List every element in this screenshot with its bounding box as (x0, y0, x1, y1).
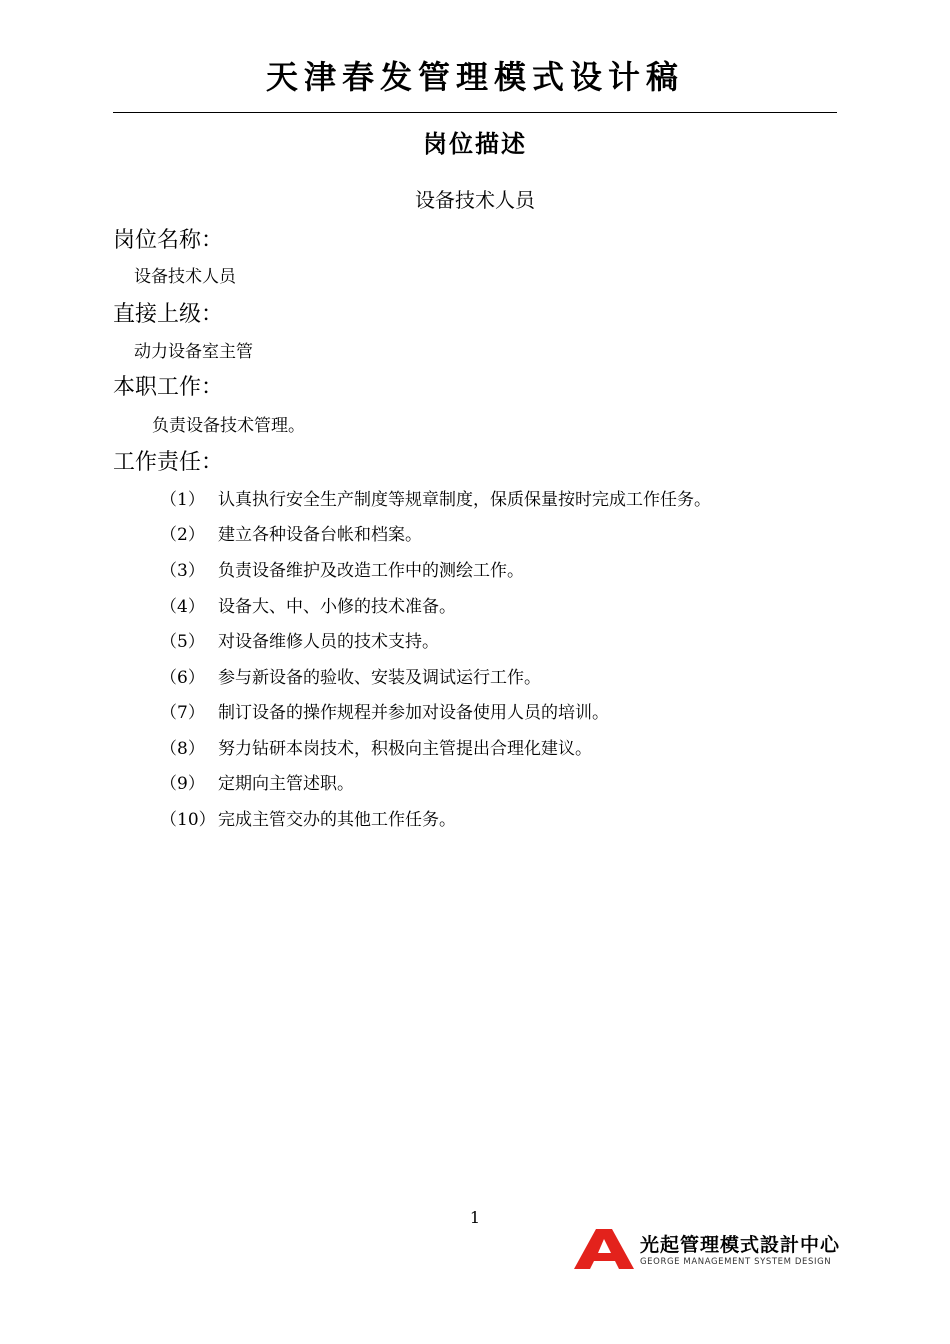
duty-text: 认真执行安全生产制度等规章制度，保质保量按时完成工作任务。 (218, 490, 711, 510)
section-heading-responsibilities: 工作责任： (113, 450, 224, 475)
duty-item (160, 592, 456, 617)
duty-text: 定期向主管述职。 (218, 774, 354, 794)
duty-text: 设备大、中、小修的技术准备。 (218, 597, 456, 617)
red-letter-a-logo-icon (574, 1227, 634, 1271)
page-number: 1 (469, 1208, 481, 1227)
duty-number: （10） (160, 810, 216, 830)
footer-logo (574, 1226, 844, 1272)
section-value-direct-superior: 动力设备室主管 (134, 342, 253, 362)
document-subtitle: 设备技术人员 (415, 188, 535, 212)
duty-text: 参与新设备的验收、安装及调试运行工作。 (218, 668, 541, 688)
duty-number: （6） (160, 668, 205, 688)
duty-item (160, 485, 711, 510)
duty-number: （4） (160, 597, 205, 617)
header-title: 天津春发管理模式设计稿 (265, 58, 684, 96)
duty-item (160, 556, 524, 581)
logo-name: 光起管理模式設計中心 (640, 1234, 841, 1256)
duty-number: （2） (160, 525, 205, 545)
header-rule (113, 112, 837, 113)
section-value-main-duty: 负责设备技术管理。 (152, 416, 305, 436)
logo-subtitle: GEORGE MANAGEMENT SYSTEM DESIGN (640, 1257, 832, 1267)
duty-item (160, 663, 541, 688)
section-value-position-name: 设备技术人员 (134, 267, 236, 287)
duty-number: （7） (160, 703, 205, 723)
duty-item (160, 769, 354, 794)
duty-number: （5） (160, 632, 205, 652)
duty-item (160, 627, 439, 652)
document-title: 岗位描述 (423, 130, 527, 158)
duty-number: （1） (160, 490, 205, 510)
duty-text: 努力钻研本岗技术，积极向主管提出合理化建议。 (218, 739, 592, 759)
duty-text: 完成主管交办的其他工作任务。 (218, 810, 456, 830)
duty-number: （3） (160, 561, 205, 581)
duty-number: （8） (160, 739, 205, 759)
section-heading-position-name: 岗位名称： (113, 228, 224, 253)
section-heading-direct-superior: 直接上级： (113, 302, 224, 327)
duty-text: 对设备维修人员的技术支持。 (218, 632, 439, 652)
duty-text: 制订设备的操作规程并参加对设备使用人员的培训。 (218, 703, 609, 723)
duty-text: 建立各种设备台帐和档案。 (218, 525, 422, 545)
duty-text: 负责设备维护及改造工作中的测绘工作。 (218, 561, 524, 581)
duty-item (160, 734, 592, 759)
section-heading-main-duty: 本职工作： (113, 375, 224, 400)
duty-item (160, 520, 422, 545)
duty-number: （9） (160, 774, 205, 794)
duty-item (160, 698, 609, 723)
duty-item (160, 805, 456, 830)
